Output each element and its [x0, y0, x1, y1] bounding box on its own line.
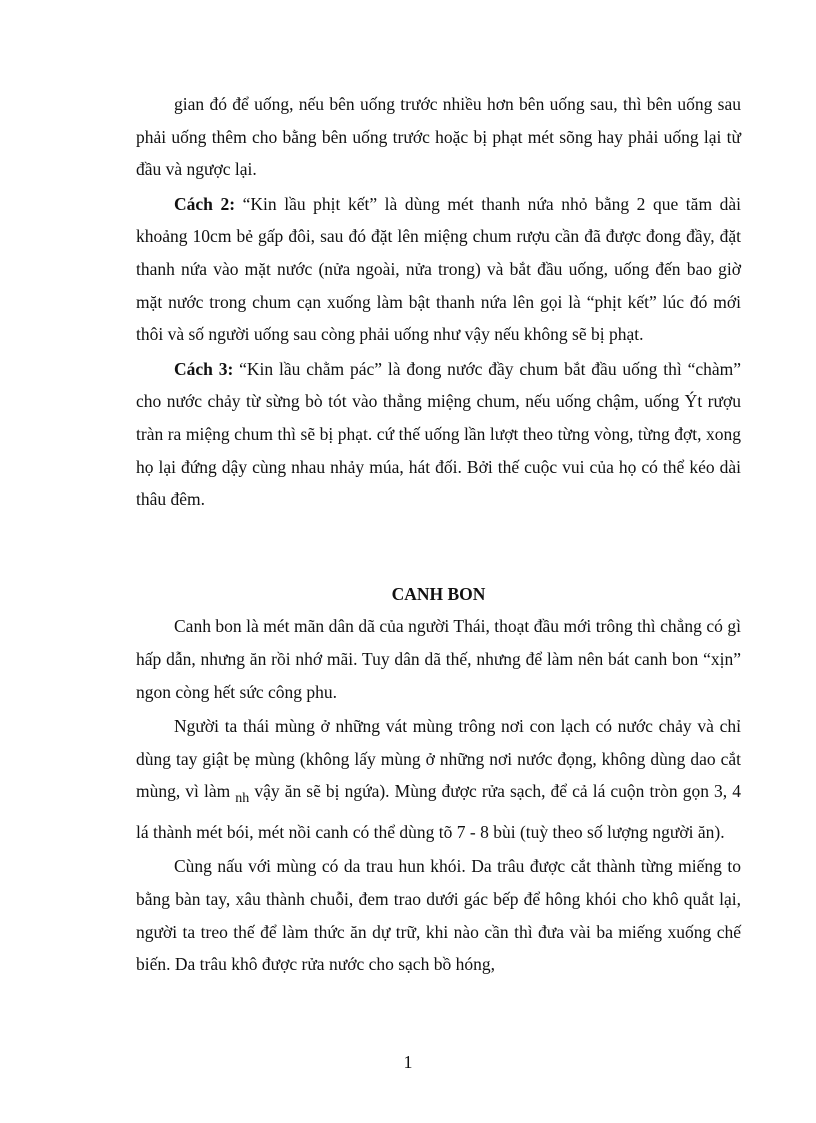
paragraph-method-3 [136, 353, 741, 516]
method-3-text: “Kin lầu chằm pác” là đong nước đầy chum bắt đầu uống thì “chàm” cho nước chảy từ sừng bò tót vào thẳng miệng chum, nếu uống chậm, uống Ýt rượu tràn ra miệng chum thì sẽ bị phạt. cứ thế uống lần lượt theo từng vòng, từng đợt, xong họ lại đứng dậy cùng nhau nhảy múa, hát đối. Bởi thế cuộc vui của họ có thể kéo dài thâu đêm. [136, 358, 741, 510]
section-title: CANH BON [391, 583, 486, 604]
method-3-heading: Cách 3: [174, 358, 234, 379]
mung-text-before: Người ta thái mùng ở những vát mùng trông nơi con lạch có nước chảy và chỉ dùng tay giật bẹ mùng (không lấy mùng ở những nơi nước đọng, không dùng dao cắt mùng, vì làm [136, 716, 741, 802]
paragraph-continuation: gian đó để uống, nếu bên uống trước nhiều hơn bên uống sau, thì bên uống sau phải uống thêm cho bằng bên uống trước hoặc bị phạt mét sõng hay phải uống lại từ đầu và ngược lại. [136, 94, 741, 180]
paragraph-mung-preparation [136, 710, 741, 848]
mung-text-after: vậy ăn sẽ bị ngứa). Mùng được rửa sạch, để cả lá cuộn tròn gọn 3, 4 lá thành mét bói, mét nồi canh có thể dùng tõ 7 - 8 bùi (tuỳ theo số lượng người ăn). [136, 781, 741, 842]
mung-subscript-fragment: nh [235, 791, 250, 807]
method-2-heading: Cách 2: [174, 193, 236, 214]
page-number: 1 [403, 1052, 413, 1072]
method-2-text: “Kin lầu phịt kết” là dùng mét thanh nứa nhỏ bằng 2 que tăm dài khoảng 10cm bẻ gấp đôi, sau đó đặt lên miệng chum rượu cần đã được đong đầy, đặt thanh nứa vào mặt nước (nửa ngoài, nửa trong) và bắt đầu uống, uống đến bao giờ mặt nước trong chum cạn xuống làm bật thanh nứa lên gọi là “phịt kết” lúc đó mới thôi và số người uống sau còng phải uống như vậy nếu không sẽ bị phạt. [136, 193, 741, 345]
paragraph-canh-bon-intro: Canh bon là mét mãn dân dã của người Thái, thoạt đầu mới trông thì chẳng có gì hấp dẫn, nhưng ăn rồi nhớ mãi. Tuy dân dã thế, nhưng để làm nên bát canh bon “xịn” ngon còng hết sức công phu. [136, 616, 741, 702]
paragraph-buffalo-skin: Cùng nấu với mùng có da trau hun khói. Da trâu được cắt thành từng miếng to bằng bàn tay, xâu thành chuỗi, đem trao dưới gác bếp để hông khói cho khô quắt lại, người ta treo thế để làm thức ăn dự trữ, khi nào cần thì đưa vài ba miếng xuống chế biến. Da trâu khô được rửa nước cho sạch bồ hóng, [136, 856, 741, 975]
document-body [136, 88, 741, 983]
paragraph-method-2 [136, 188, 741, 351]
